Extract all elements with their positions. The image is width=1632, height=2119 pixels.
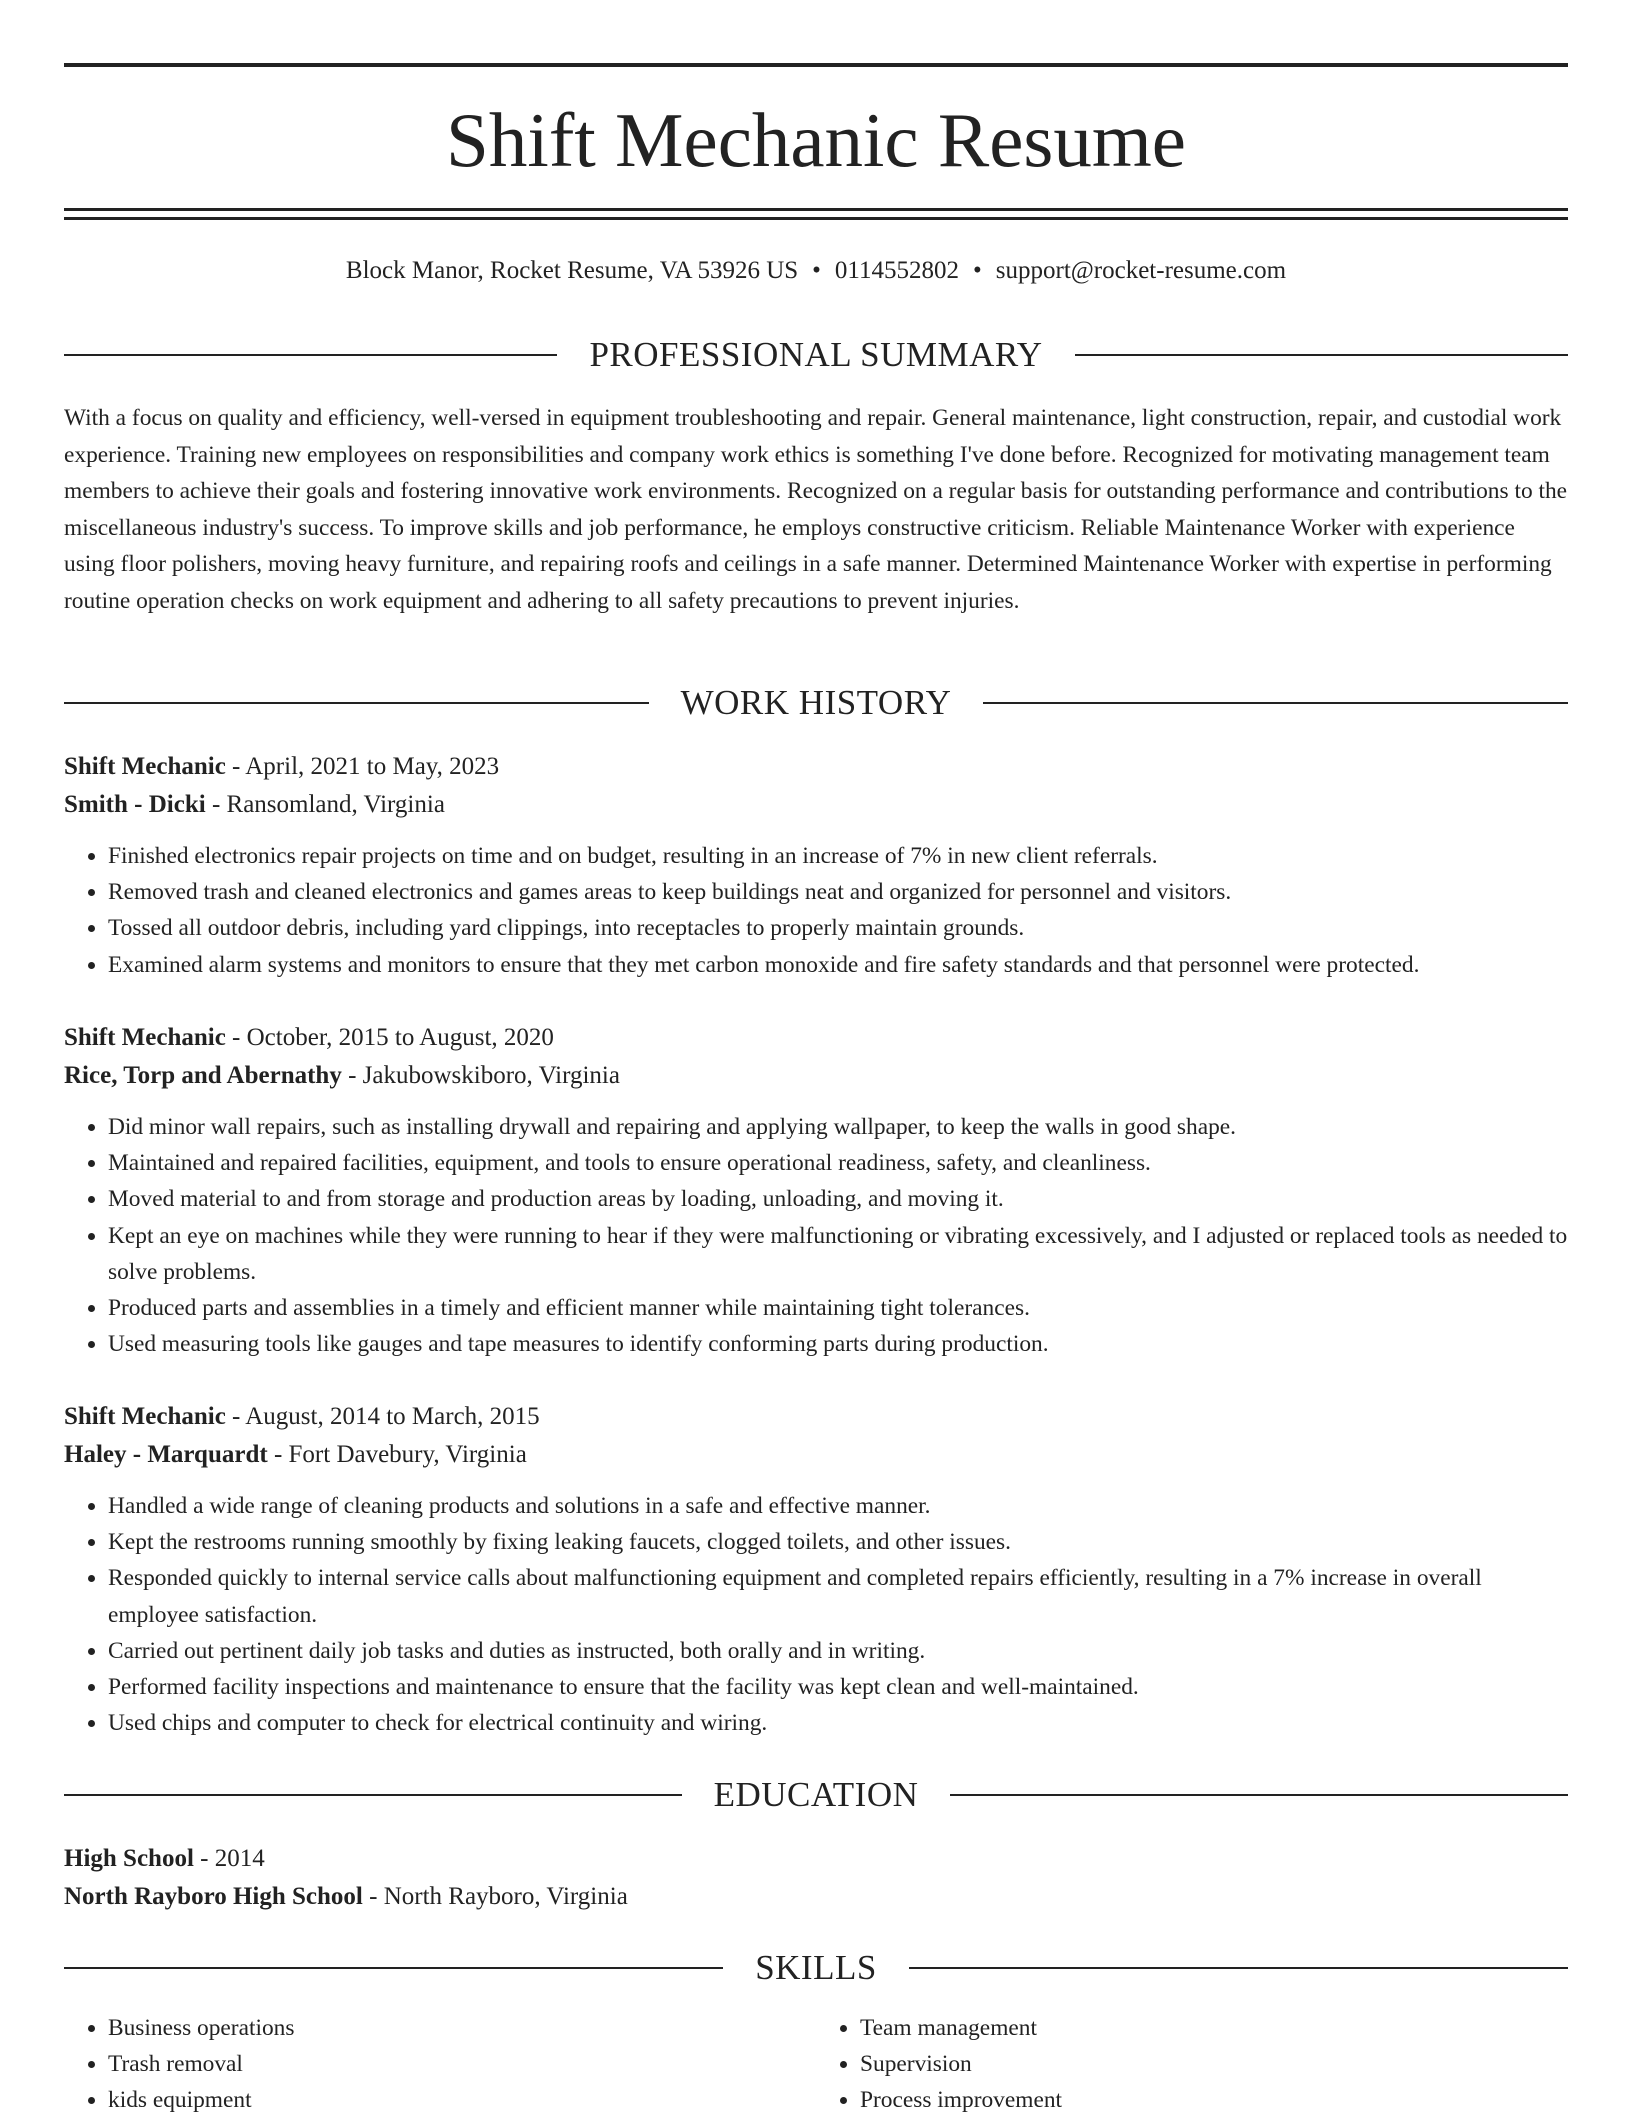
list-item: • Removed trash and cleaned electronics and games areas to keep buildings neat and organized for personnel and visitors. (108, 874, 1568, 910)
list-item: • Team management (860, 2010, 1568, 2046)
job-company-line (64, 1057, 1568, 1095)
list-item: • Kept an eye on machines while they were running to hear if they were malfunctioning or vibrating excessively, and I adjusted or replaced tools as needed to solve problems. (108, 1218, 1568, 1290)
contact-separator: • (973, 257, 982, 284)
heading-rule (64, 354, 557, 356)
title-double-rule (64, 208, 1568, 220)
resume-title: Shift Mechanic Resume (446, 97, 1186, 183)
list-item: • Responded quickly to internal service calls about malfunctioning equipment and completed repairs efficiently, resulting in a 7% increase in overall employee satisfaction. (108, 1560, 1568, 1632)
education-school-line (64, 1878, 1568, 1916)
job-bullets (64, 838, 1568, 983)
list-item: • Tossed all outdoor debris, including yard clippings, into receptacles to properly maintain grounds. (108, 910, 1568, 946)
education-location: - North Rayboro, Virginia (362, 1883, 628, 1910)
job-bullets (64, 1109, 1568, 1362)
list-item: • Performed facility inspections and maintenance to ensure that the facility was kept clean and well-maintained. (108, 1669, 1568, 1705)
section-heading-work-history (64, 681, 1568, 725)
list-item: • Finished electronics repair projects on time and on budget, resulting in an increase of 7% in new client referrals. (108, 838, 1568, 874)
list-item: • kids equipment (108, 2082, 816, 2118)
list-item: • Business operations (108, 2010, 816, 2046)
skills-column-right (816, 2010, 1568, 2119)
list-item: • Moved material to and from storage and production areas by loading, unloading, and moving it. (108, 1181, 1568, 1217)
heading-rule (64, 1794, 682, 1796)
job-dates: - October, 2015 to August, 2020 (225, 1024, 554, 1051)
contact-line (64, 254, 1568, 288)
job-company: Rice, Torp and Abernathy (64, 1062, 342, 1089)
section-heading-education (64, 1773, 1568, 1817)
heading-rule (1075, 354, 1568, 356)
list-item: • Used measuring tools like gauges and tape measures to identify conforming parts during production. (108, 1326, 1568, 1362)
section-title: PROFESSIONAL SUMMARY (589, 335, 1043, 374)
list-item: • Handled a wide range of cleaning products and solutions in a safe and effective manner. (108, 1488, 1568, 1524)
contact-email[interactable]: support@rocket-resume.com (995, 257, 1287, 284)
heading-rule (64, 702, 649, 704)
job-entry (64, 1019, 1568, 1362)
job-bullets (64, 1488, 1568, 1741)
job-company: Smith - Dicki (64, 791, 206, 818)
section-heading-skills (64, 1946, 1568, 1990)
job-location: - Fort Davebury, Virginia (267, 1441, 527, 1468)
education-entry (64, 1840, 1568, 1916)
list-item: • Kept the restrooms running smoothly by fixing leaking faucets, clogged toilets, and other issues. (108, 1524, 1568, 1560)
list-item: • Supervision (860, 2046, 1568, 2082)
list-item: • Process improvement (860, 2082, 1568, 2118)
heading-rule (64, 1967, 723, 1969)
job-location: - Jakubowskiboro, Virginia (341, 1062, 620, 1089)
summary-paragraph: With a focus on quality and efficiency, well-versed in equipment troubleshooting and repair. General maintenance, light construction, repair, and custodial work experience. Training new employees on responsibilities and company work ethics is something I've done before. Recognized for motivating management team members to achieve their goals and fostering innovative work environments. Recognized on a regular basis for outstanding performance and contributions to the miscellaneous industry's success. To improve skills and job performance, he employs constructive criticism. Reliable Maintenance Worker with experience using floor polishers, moving heavy furniture, and repairing roofs and ceilings in a safe manner. Determined Maintenance Worker with expertise in performing routine operation checks on work equipment and adhering to all safety precautions to prevent injuries. (64, 405, 1568, 614)
job-dates: - August, 2014 to March, 2015 (225, 1403, 540, 1430)
job-location: - Ransomland, Virginia (205, 791, 445, 818)
education-year: - 2014 (193, 1845, 265, 1872)
job-company-line (64, 1436, 1568, 1474)
job-title: Shift Mechanic (64, 753, 226, 780)
education-degree: High School (64, 1845, 194, 1872)
job-entry (64, 748, 1568, 983)
job-title: Shift Mechanic (64, 1024, 226, 1051)
heading-rule (909, 1967, 1568, 1969)
job-company-line (64, 786, 1568, 824)
job-title: Shift Mechanic (64, 1403, 226, 1430)
list-item: • Maintained and repaired facilities, equipment, and tools to ensure operational readiness, safety, and cleanliness. (108, 1145, 1568, 1181)
list-item: • Carried out pertinent daily job tasks and duties as instructed, both orally and in writing. (108, 1633, 1568, 1669)
skills-column-left (64, 2010, 816, 2119)
list-item: • Examined alarm systems and monitors to ensure that they met carbon monoxide and fire safety standards and that personnel were protected. (108, 947, 1568, 983)
list-item: • Trash removal (108, 2046, 816, 2082)
job-title-line (64, 1019, 1568, 1057)
heading-rule (983, 702, 1568, 704)
list-item: • Did minor wall repairs, such as installing drywall and repairing and applying wallpaper, to keep the walls in good shape. (108, 1109, 1568, 1145)
heading-rule (950, 1794, 1568, 1796)
contact-address: Block Manor, Rocket Resume, VA 53926 US (345, 257, 799, 284)
list-item: • Used chips and computer to check for electrical continuity and wiring. (108, 1705, 1568, 1741)
top-rule (64, 63, 1568, 67)
education-degree-line (64, 1840, 1568, 1878)
section-heading-summary (64, 333, 1568, 377)
job-dates: - April, 2021 to May, 2023 (225, 753, 500, 780)
section-title: EDUCATION (713, 1775, 919, 1814)
skills-list (64, 2010, 1568, 2119)
section-title: SKILLS (755, 1948, 877, 1987)
education-school: North Rayboro High School (64, 1883, 363, 1910)
job-company: Haley - Marquardt (64, 1441, 268, 1468)
job-title-line (64, 748, 1568, 786)
list-item: • Produced parts and assemblies in a timely and efficient manner while maintaining tight tolerances. (108, 1290, 1568, 1326)
contact-separator: • (812, 257, 821, 284)
contact-phone: 0114552802 (834, 257, 959, 284)
job-entry (64, 1398, 1568, 1741)
job-title-line (64, 1398, 1568, 1436)
section-title: WORK HISTORY (680, 683, 952, 722)
